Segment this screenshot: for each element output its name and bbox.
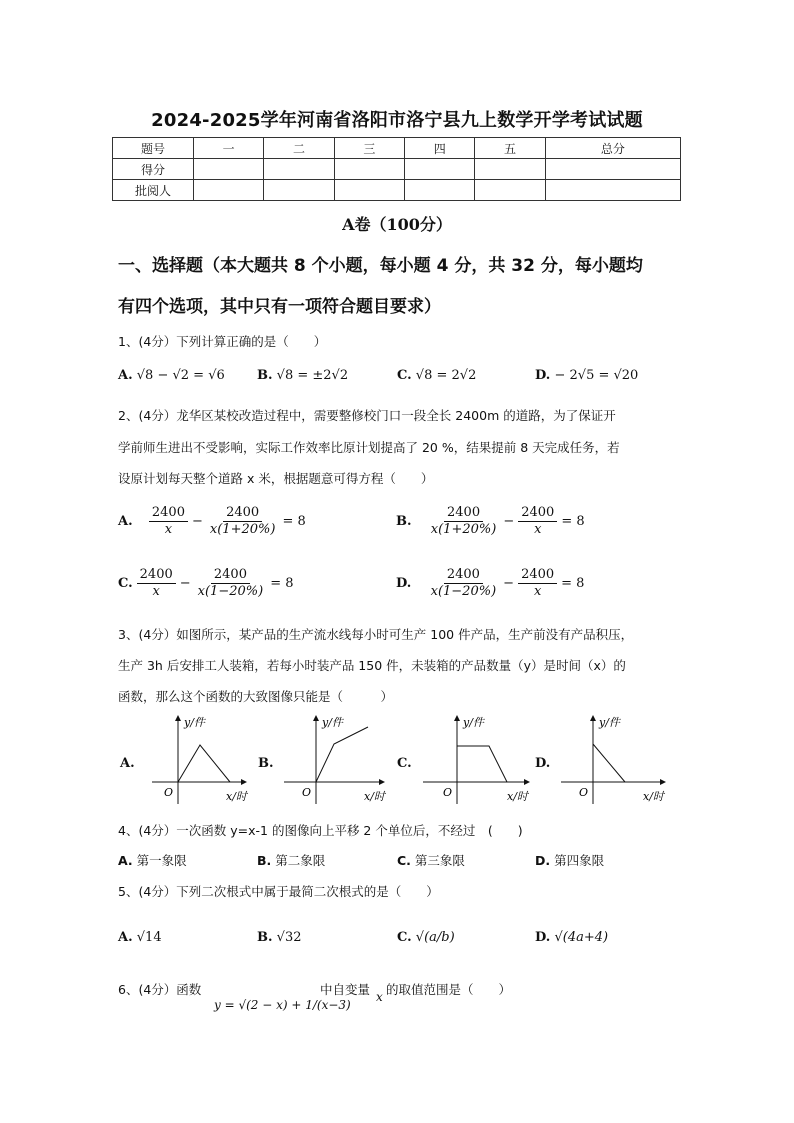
axis-label-y: y/件 — [599, 716, 620, 729]
table-cell[interactable] — [545, 159, 680, 180]
table-cell[interactable] — [334, 159, 404, 180]
section-a-heading: A卷（100分） — [342, 215, 452, 234]
q2-stem-line2: 学前师生进出不受影响，实际工作效率比原计划提高了 20 %，结果提前 8 天完成任务，若 — [118, 440, 620, 455]
q2-option-b[interactable]: B. $\frac{2400}{x(1+20\%)}$ − $\frac{2400}{x}$ = 8 — [396, 505, 585, 537]
table-cell: 批阅人 — [113, 180, 194, 201]
table-cell: 得分 — [113, 159, 194, 180]
q5-option-d[interactable]: D. √(4a+4) — [535, 930, 609, 945]
q3-label-a[interactable]: A. — [120, 756, 135, 771]
table-cell[interactable] — [475, 159, 545, 180]
q5-option-b[interactable]: B. √32 — [257, 930, 302, 945]
q2-option-a[interactable]: A. $\frac{2400}{x}$ − $\frac{2400}{x(1+20\%)}$ = 8 — [118, 505, 306, 537]
table-cell: 二 — [264, 138, 334, 159]
q3-stem-line3: 函数，那么这个函数的大致图像只能是（ ） — [118, 689, 394, 704]
table-cell: 五 — [475, 138, 545, 159]
q2-option-c[interactable]: C. $\frac{2400}{x}$ − $\frac{2400}{x(1-20\%)}$ = 8 — [118, 567, 294, 599]
table-cell[interactable] — [194, 180, 264, 201]
table-cell: 总分 — [545, 138, 680, 159]
q4-stem: 4、(4分）一次函数 y=x-1 的图像向上平移 2 个单位后，不经过 ( ) — [118, 823, 523, 838]
q4-option-d[interactable]: D. 第四象限 — [535, 853, 605, 868]
q3-label-b[interactable]: B. — [258, 756, 274, 771]
q1-stem: 1、(4分）下列计算正确的是（ ） — [118, 334, 327, 349]
axis-label-x: x/时 — [226, 790, 247, 803]
score-table-row — [113, 180, 681, 201]
section-heading-line2: 有四个选项，其中只有一项符合题目要求） — [118, 297, 441, 317]
q6-stem-c: 的取值范围是（ ） — [386, 982, 512, 997]
q4-options — [118, 845, 683, 877]
table-cell[interactable] — [405, 180, 475, 201]
q3-graph-d[interactable] — [557, 712, 672, 808]
q1-option-d[interactable]: D. − 2√5 = √20 — [535, 368, 639, 383]
axis-label-x: x/时 — [643, 790, 664, 803]
q6-stem-b: 中自变量 — [320, 982, 371, 997]
q1-option-a[interactable]: A. √8 − √2 = √6 — [118, 368, 225, 383]
section-heading-line1: 一、选择题（本大题共 8 个小题，每小题 4 分，共 32 分，每小题均 — [118, 256, 643, 276]
q4-option-a[interactable]: A. 第一象限 — [118, 853, 187, 868]
table-cell[interactable] — [334, 180, 404, 201]
table-cell[interactable] — [194, 159, 264, 180]
q6-formula: y = √(2 − x) + 1/(x−3) — [214, 998, 351, 1012]
q3-stem-line1: 3、(4分）如图所示，某产品的生产流水线每小时可生产 100 件产品，生产前没有产品积压， — [118, 627, 634, 642]
q1-option-c[interactable]: C. √8 = 2√2 — [397, 368, 477, 383]
origin-label: O — [579, 786, 589, 799]
q5-option-c[interactable]: C. √(a/b) — [397, 930, 455, 945]
q3-label-d[interactable]: D. — [535, 756, 551, 771]
table-cell: 题号 — [113, 138, 194, 159]
q5-options — [118, 930, 678, 954]
q3-label-c[interactable]: C. — [397, 756, 412, 771]
axis-label-x: x/时 — [364, 790, 385, 803]
table-cell[interactable] — [545, 180, 680, 201]
q2-option-d[interactable]: D. $\frac{2400}{x(1-20\%)}$ − $\frac{2400}{x}$ = 8 — [396, 567, 585, 599]
table-cell[interactable] — [475, 180, 545, 201]
q3-graph-a[interactable] — [142, 712, 252, 808]
table-cell[interactable] — [264, 159, 334, 180]
q3-graph-c[interactable] — [419, 712, 535, 808]
q1-option-b[interactable]: B. √8 = ±2√2 — [257, 368, 349, 383]
q1-options — [118, 368, 678, 392]
axis-label-x: x/时 — [507, 790, 528, 803]
table-cell[interactable] — [264, 180, 334, 201]
origin-label: O — [164, 786, 174, 799]
q6-stem-a: 6、(4分）函数 — [118, 982, 202, 997]
score-table-row — [113, 159, 681, 180]
q2-stem-line3: 设原计划每天整个道路 x 米，根据题意可得方程（ ） — [118, 471, 434, 486]
origin-label: O — [443, 786, 453, 799]
axis-label-y: y/件 — [322, 716, 343, 729]
score-table — [112, 137, 681, 201]
q3-graph-b[interactable] — [280, 712, 390, 808]
q3-stem-line2: 生产 3h 后安排工人装箱，若每小时装产品 150 件，未装箱的产品数量（y）是时间（x）的 — [118, 658, 626, 673]
q4-option-c[interactable]: C. 第三象限 — [397, 853, 465, 868]
axis-label-y: y/件 — [184, 716, 205, 729]
page-title: 2024-2025学年河南省洛阳市洛宁县九上数学开学考试试题 — [151, 110, 643, 131]
origin-label: O — [302, 786, 312, 799]
q4-option-b[interactable]: B. 第二象限 — [257, 853, 326, 868]
q2-stem-line1: 2、(4分）龙华区某校改造过程中，需要整修校门口一段全长 2400m 的道路，为了保证开 — [118, 408, 616, 423]
table-cell: 一 — [194, 138, 264, 159]
table-cell: 四 — [405, 138, 475, 159]
table-cell: 三 — [334, 138, 404, 159]
score-table-header — [113, 138, 681, 159]
q5-stem: 5、(4分）下列二次根式中属于最简二次根式的是（ ） — [118, 884, 439, 899]
q3-graphs — [118, 712, 678, 812]
table-cell[interactable] — [405, 159, 475, 180]
axis-label-y: y/件 — [463, 716, 484, 729]
q6-variable: x — [376, 990, 383, 1004]
q5-option-a[interactable]: A. √14 — [118, 930, 162, 945]
